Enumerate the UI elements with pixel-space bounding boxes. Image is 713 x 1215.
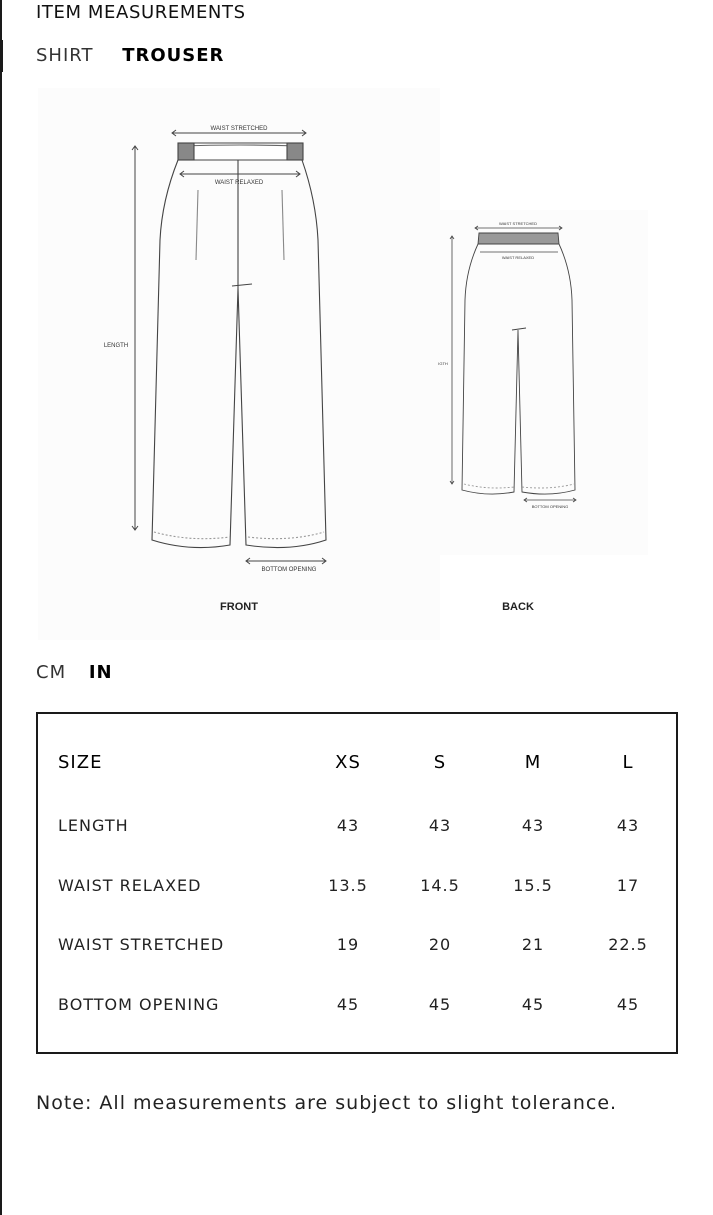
tab-trouser[interactable]: TROUSER <box>122 45 225 66</box>
cell-value: 17 <box>616 876 640 895</box>
cell-value: 45 <box>521 995 545 1014</box>
row-label: LENGTH <box>58 816 129 835</box>
header-size-m: M <box>524 752 542 773</box>
cell-value: 20 <box>428 935 452 954</box>
back-measure-arrows <box>450 226 576 502</box>
tolerance-note: Note: All measurements are subject to slight tolerance. <box>36 1092 618 1114</box>
size-table <box>36 712 678 1054</box>
label-waist-stretched: WAIST STRETCHED <box>210 126 268 132</box>
cell-value: 14.5 <box>420 876 460 895</box>
cell-value: 43 <box>336 816 360 835</box>
tab-in[interactable]: IN <box>88 662 113 683</box>
header-size-xs: XS <box>335 752 361 773</box>
back-caption: BACK <box>502 601 534 613</box>
label-length: LENGTH <box>103 343 129 349</box>
row-label: WAIST STRETCHED <box>58 935 225 954</box>
cell-value: 43 <box>428 816 452 835</box>
unit-tabs <box>36 662 129 683</box>
table-row <box>38 876 676 906</box>
tab-cm[interactable]: CM <box>36 662 67 683</box>
front-measure-arrows <box>132 130 326 564</box>
header-size-label: SIZE <box>58 752 103 773</box>
cell-value: 22.5 <box>608 935 648 954</box>
cell-value: 45 <box>336 995 360 1014</box>
cell-value: 45 <box>428 995 452 1014</box>
cell-value: 21 <box>521 935 545 954</box>
header-size-l: L <box>622 752 634 773</box>
back-label-waist-relaxed: WAIST RELAXED <box>501 255 535 260</box>
table-header-row <box>38 752 676 782</box>
label-waist-relaxed: WAIST RELAXED <box>214 180 264 186</box>
header-size-s: S <box>433 752 447 773</box>
back-label-length: IGTH <box>438 361 448 366</box>
back-trouser-drawing <box>462 233 575 494</box>
row-label: WAIST RELAXED <box>58 876 202 895</box>
front-trouser-drawing <box>152 143 326 548</box>
front-caption: FRONT <box>220 601 258 613</box>
cell-value: 45 <box>616 995 640 1014</box>
cell-value: 43 <box>616 816 640 835</box>
back-measure-labels <box>438 221 568 509</box>
page-title: ITEM MEASUREMENTS <box>36 2 246 23</box>
tab-shirt[interactable]: SHIRT <box>36 45 94 66</box>
back-label-bottom-opening: BOTTOM OPENING <box>531 504 569 509</box>
back-label-waist-stretched: WAIST STRETCHED <box>498 221 538 226</box>
cell-value: 15.5 <box>513 876 553 895</box>
row-label: BOTTOM OPENING <box>58 995 220 1014</box>
table-row <box>38 816 676 846</box>
cell-value: 19 <box>336 935 360 954</box>
front-measure-labels <box>104 126 317 573</box>
cell-value: 13.5 <box>328 876 368 895</box>
cell-value: 43 <box>521 816 545 835</box>
table-row <box>38 995 676 1025</box>
label-bottom-opening: BOTTOM OPENING <box>261 567 317 573</box>
table-row <box>38 935 676 965</box>
